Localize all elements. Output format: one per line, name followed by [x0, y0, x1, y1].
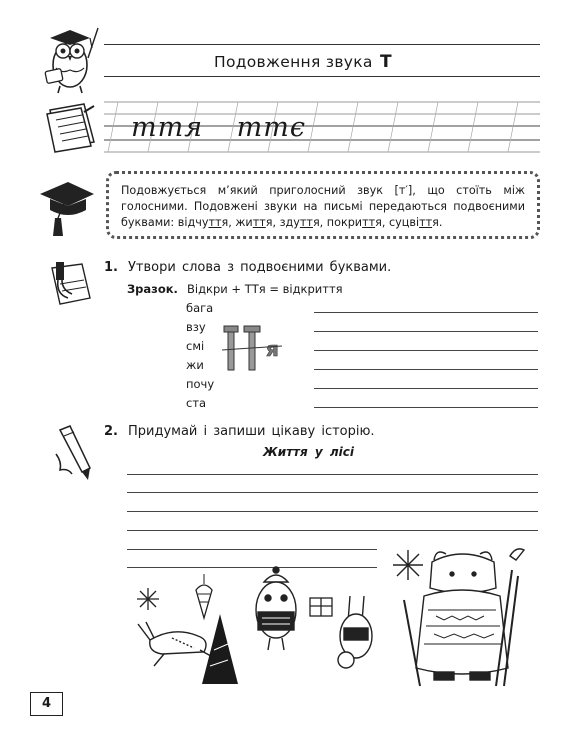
paper-clip-icon	[46, 258, 98, 312]
rule-text: Подовжується м’який приголосний звук [т′], що стоїть між голосними. Подовжені звуки на письмі передаються подвоєними буквами: від	[121, 184, 525, 229]
answer-line	[314, 331, 538, 332]
graduation-cap-icon	[38, 176, 96, 240]
word-stem: ста	[186, 396, 207, 410]
pen-icon	[52, 424, 96, 482]
notebook-icon	[44, 102, 100, 152]
page-number: 4	[30, 692, 63, 716]
task2-number: 2.	[104, 424, 118, 439]
task2-instruction: Придумай і запиши цікаву історію.	[128, 424, 375, 439]
title-rule-bottom	[104, 76, 540, 77]
owl-mascot-icon	[42, 18, 102, 96]
running-hare-icon	[138, 622, 218, 666]
answer-line	[314, 312, 538, 313]
sample-label: Зразок.	[127, 282, 178, 296]
title-rule-top	[104, 44, 540, 45]
writing-line	[127, 492, 538, 493]
bird-in-hat-icon	[256, 567, 296, 650]
word-stem: взу	[186, 320, 206, 334]
wooden-sign-illustration	[222, 322, 296, 372]
sitting-rabbit-icon	[338, 596, 372, 668]
task1-instruction: Утвори слова з подвоєними буквами.	[128, 260, 392, 275]
page-title: Подовження звука Т	[214, 52, 392, 72]
word-stem: бага	[186, 301, 214, 315]
ornament-icon	[196, 574, 212, 618]
word-stem: жи	[186, 358, 204, 372]
snowflake-icon	[137, 588, 159, 610]
fir-tree-icon	[202, 614, 238, 684]
answer-line	[314, 407, 538, 408]
cursive-sample: ття ттє	[131, 112, 306, 143]
word-stem: смі	[186, 339, 205, 353]
svg-text:я: я	[266, 337, 279, 361]
word-stem: почу	[186, 377, 215, 391]
snowflake-icon	[393, 550, 423, 580]
task1-number: 1.	[104, 260, 118, 275]
answer-line	[314, 369, 538, 370]
rule-box: Подовжується м’який приголосний звук [т′], що стоїть між голосними. Подовжені звуки на письмі передаються подвоєними буквами: відчуття, життя, здуття, покриття, суцвіття.	[106, 171, 540, 239]
winter-forest-illustration	[124, 540, 544, 690]
sample-text: Відкри + ТТя = відкриття	[187, 282, 343, 296]
writing-line	[127, 474, 538, 475]
bear-with-skis-icon	[404, 549, 524, 686]
gift-box-icon	[310, 598, 332, 616]
story-title: Життя у лісі	[263, 445, 355, 459]
writing-line	[127, 530, 538, 531]
writing-line	[127, 511, 538, 512]
answer-line	[314, 350, 538, 351]
answer-line	[314, 388, 538, 389]
